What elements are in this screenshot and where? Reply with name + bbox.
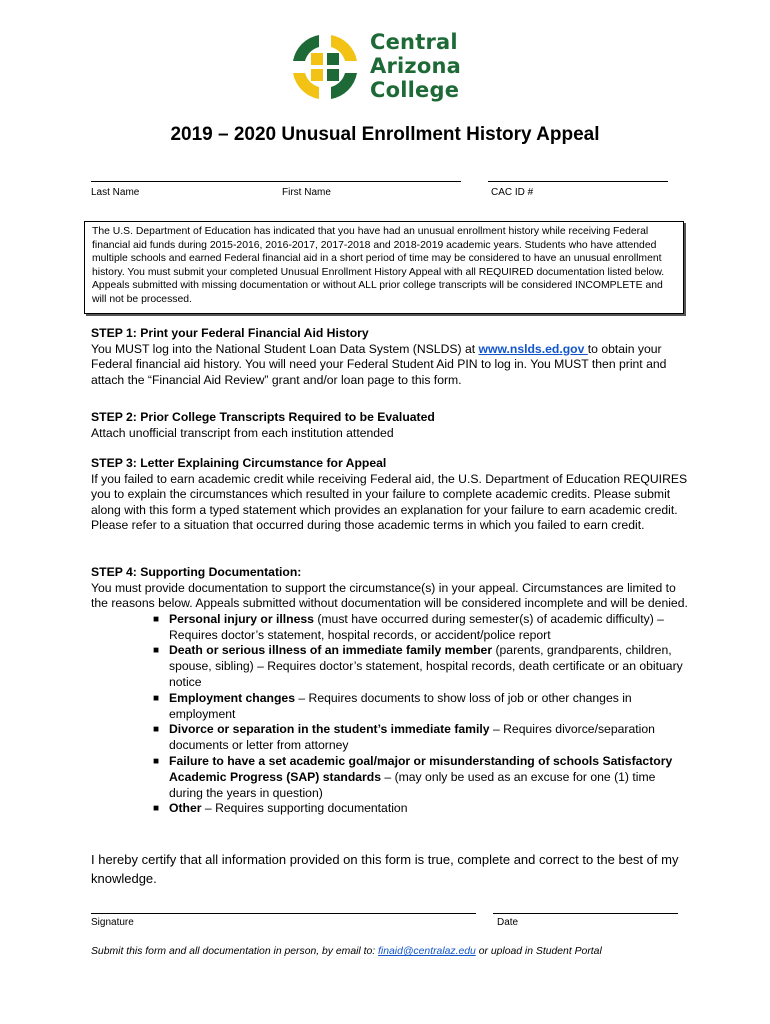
bullet-icon: ■: [153, 692, 160, 704]
step-4-text: You must provide documentation to support the circumstance(s) in your appeal. Circumstances are limited to the reasons below. Appeals submitted without documentation will be considered incomplete and will be denied.: [91, 580, 688, 611]
logo-line-3: College: [370, 78, 460, 102]
item-desc: – (may only be used as an excuse for one (1) time during the years in question): [169, 769, 656, 800]
logo-wordmark: [370, 30, 461, 102]
list-item: [153, 612, 691, 644]
bullet-icon: ■: [153, 645, 160, 657]
first-name-label: First Name: [282, 187, 331, 198]
step-2: [91, 410, 691, 441]
step-3-text: If you failed to earn academic credit while receiving Federal aid, the U.S. Department of Education REQUIRES you to explain the circumstances which resulted in your failure to complete academic credits. Please submit along with this form a typed statement which provides an explanation for your failure to earn academic credit. Please refer to a situation that occurred during those academic terms in which you failed to earn credit.: [91, 471, 688, 533]
signature-label: Signature: [91, 917, 134, 928]
signature-line[interactable]: [91, 913, 476, 914]
item-title: Personal injury or illness: [169, 611, 314, 626]
date-label: Date: [497, 917, 519, 928]
step-1-text: [91, 342, 691, 389]
step-1-text-before: You MUST log into the National Student Loan Data System (NSLDS) at: [91, 341, 479, 356]
item-title: Employment changes: [169, 690, 295, 705]
item-desc: (must have occurred during semester(s) of academic difficulty) – Requires doctor’s statement, hospital records, or accident/police report: [169, 611, 664, 642]
bullet-icon: ■: [153, 724, 160, 736]
item-title: Failure to have a set academic goal/major or misunderstanding of schools Satisfactory Academic Progress (SAP) standards: [169, 753, 673, 784]
item-title: Other: [169, 801, 202, 816]
step-2-text: Attach unofficial transcript from each institution attended: [91, 425, 394, 440]
list-item: [153, 801, 691, 817]
page-title: 2019 – 2020 Unusual Enrollment History Appeal: [170, 124, 600, 145]
nslds-link[interactable]: www.nslds.ed.gov: [478, 341, 588, 356]
item-desc: – Requires supporting documentation: [201, 801, 408, 816]
submission-instructions: [91, 946, 602, 957]
logo-line-1: Central: [370, 30, 458, 54]
item-desc: – Requires divorce/separation documents or letter from attorney: [169, 722, 655, 753]
step-4-heading: STEP 4: Supporting Documentation:: [91, 565, 302, 579]
item-title: Divorce or separation in the student’s immediate family: [169, 722, 490, 737]
footer-after: or upload in Student Portal: [475, 946, 602, 957]
step-1: [91, 326, 691, 388]
date-line[interactable]: [493, 913, 678, 914]
certification-statement: I hereby certify that all information provided on this form is true, complete and correct to the best of my knowledge.: [91, 852, 679, 886]
step-1-text-after: to obtain your Federal financial aid history. You will need your Federal Student Aid PIN to log in. You MUST then print and attach the “Financial Aid Review” grant and/or loan page to this form.: [91, 341, 667, 387]
logo-line-2: Arizona: [370, 54, 461, 78]
step-3: [91, 456, 691, 534]
step-3-heading: STEP 3: Letter Explaining Circumstance for Appeal: [91, 456, 387, 470]
step-2-heading: STEP 2: Prior College Transcripts Required to be Evaluated: [91, 410, 435, 424]
footer-before: Submit this form and all documentation in person, by email to:: [91, 946, 379, 957]
item-title: Death or serious illness of an immediate family member: [169, 643, 493, 658]
cac-id-line[interactable]: [488, 181, 668, 182]
bullet-icon: ■: [153, 803, 160, 815]
cac-id-label: CAC ID #: [491, 187, 534, 198]
list-item: [153, 754, 691, 801]
list-item: [153, 722, 691, 754]
circumstance-list: [91, 612, 691, 817]
last-name-label: Last Name: [91, 187, 140, 198]
email-link[interactable]: finaid@centralaz.edu: [378, 946, 476, 957]
bullet-icon: ■: [153, 613, 160, 625]
step-1-heading: STEP 1: Print your Federal Financial Aid History: [91, 326, 369, 340]
notice-text: The U.S. Department of Education has indicated that you have had an unusual enrollment history while receiving Federal financial aid funds during 2015-2016, 2016-2017, 2017-2018 and 2018-2019 academic years. Students who have attended multiple schools and earned Federal financial aid in a short period of time may be considered to have an unusual enrollment history. You must submit your completed Unusual Enrollment History Appeal with all REQUIRED documentation listed below. Appeals submitted with missing documentation or without ALL prior college transcripts will be considered INCOMPLETE and will not be processed.: [92, 226, 665, 305]
name-line[interactable]: [91, 181, 461, 182]
item-desc: – Requires documents to show loss of job or other changes in employment: [169, 690, 632, 721]
notice-box: [84, 221, 684, 314]
list-item: [153, 691, 691, 723]
item-desc: (parents, grandparents, children, spouse, sibling) – Requires doctor’s statement, hospital records, death certificate or an obituary notice: [169, 643, 683, 689]
bullet-icon: ■: [153, 755, 160, 767]
step-4: [91, 565, 691, 817]
list-item: [153, 643, 691, 690]
